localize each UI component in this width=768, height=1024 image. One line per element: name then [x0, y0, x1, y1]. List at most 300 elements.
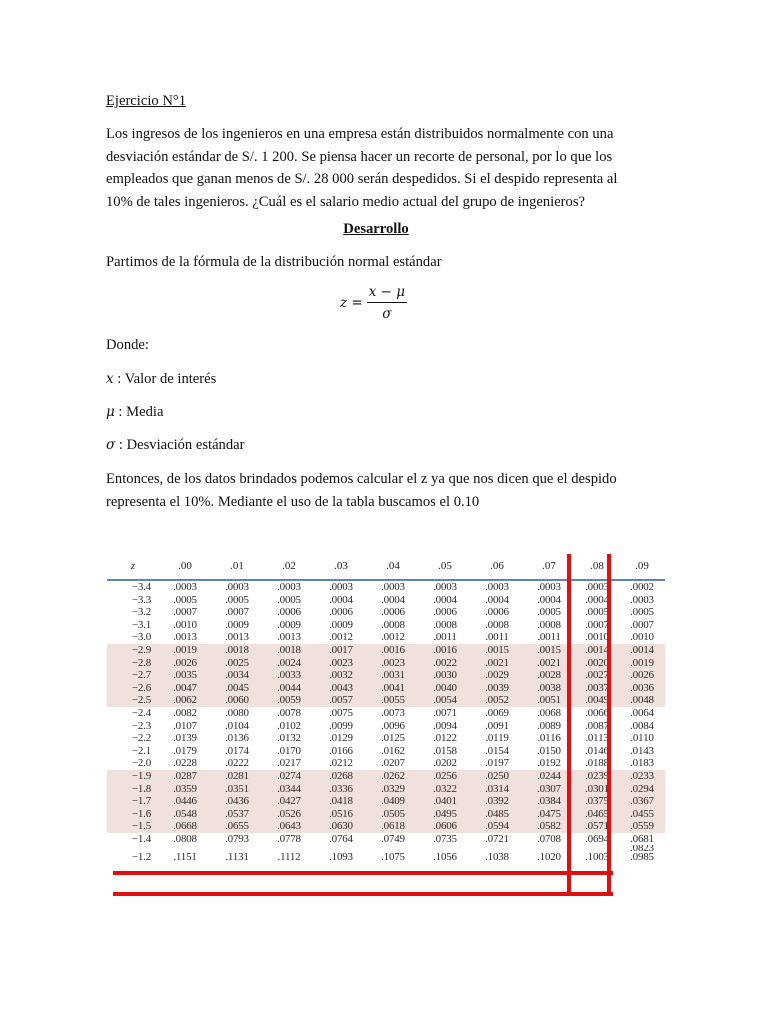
probability-cell: .0014 — [575, 644, 619, 657]
probability-cell: .0027 — [575, 669, 619, 682]
probability-cell: .0170 — [277, 744, 301, 757]
probability-cell: .0174 — [225, 744, 249, 757]
probability-cell: .0051 — [523, 694, 575, 707]
probability-cell: .0228 — [173, 757, 197, 770]
probability-cell: .0446 — [159, 795, 211, 808]
probability-cell: .0125 — [381, 732, 405, 745]
formula-denominator: σ — [382, 306, 392, 322]
probability-cell: .0708 — [537, 832, 561, 845]
probability-cell: .0113 — [585, 732, 609, 745]
probability-cell: .0594 — [471, 820, 523, 833]
probability-cell: .0154 — [485, 744, 509, 757]
probability-cell: .0091 — [485, 719, 509, 732]
z-value-cell: −3.2 — [131, 606, 151, 619]
probability-cell: .0084 — [630, 719, 654, 732]
probability-cell: .0003 — [277, 581, 301, 593]
probability-cell: .0150 — [537, 744, 561, 757]
probability-cell: .0329 — [367, 783, 419, 796]
probability-cell: .0465 — [575, 808, 619, 821]
probability-cell: .0274 — [263, 770, 315, 783]
definition-text: : Media — [114, 404, 164, 420]
table-row — [107, 694, 665, 707]
probability-cell: .0367 — [619, 795, 665, 808]
probability-cell: .0244 — [523, 770, 575, 783]
table-row — [107, 657, 665, 670]
probability-cell: .0384 — [523, 795, 575, 808]
probability-cell: .0217 — [277, 757, 301, 770]
probability-cell: .0048 — [619, 694, 665, 707]
probability-cell: .0179 — [173, 744, 197, 757]
probability-cell: .0793 — [225, 832, 249, 845]
probability-cell: .0069 — [485, 706, 509, 719]
table-row — [107, 619, 665, 632]
z-formula — [340, 282, 407, 324]
probability-cell: .0075 — [329, 706, 353, 719]
table-row — [107, 745, 665, 758]
probability-cell: .0281 — [211, 770, 263, 783]
probability-cell: .0256 — [419, 770, 471, 783]
probability-cell: .0009 — [277, 618, 301, 631]
probability-cell: .0012 — [329, 631, 353, 644]
column-header: .04 — [367, 552, 419, 580]
probability-cell: .0485 — [471, 808, 523, 821]
probability-cell: .0038 — [523, 682, 575, 695]
probability-cell: .0010 — [173, 618, 197, 631]
probability-cell: .0005 — [537, 606, 561, 619]
table-row — [107, 783, 665, 796]
probability-cell: .0057 — [315, 694, 367, 707]
probability-cell: .0012 — [381, 631, 405, 644]
z-value-cell: −2.6 — [107, 682, 159, 695]
probability-cell: .0022 — [419, 657, 471, 670]
probability-cell: .0007 — [630, 618, 654, 631]
probability-cell: .0044 — [263, 682, 315, 695]
probability-cell: .0268 — [315, 770, 367, 783]
probability-cell: .0505 — [367, 808, 419, 821]
probability-cell: .0029 — [471, 669, 523, 682]
definition-symbol: σ — [106, 437, 116, 453]
definition-text: : Valor de interés — [113, 371, 217, 387]
probability-cell: .0212 — [329, 757, 353, 770]
table-row — [107, 682, 665, 695]
probability-cell: .1131 — [225, 851, 249, 864]
probability-cell: .0008 — [433, 618, 457, 631]
probability-cell: .0016 — [367, 644, 419, 657]
probability-cell: .0004 — [381, 593, 405, 606]
definition-text: : Desviación estándar — [115, 437, 245, 453]
section-heading: Desarrollo — [343, 221, 409, 237]
probability-cell: .0375 — [575, 795, 619, 808]
z-value-cell: −2.1 — [131, 744, 151, 757]
probability-cell: .0037 — [575, 682, 619, 695]
probability-cell: .0107 — [173, 719, 197, 732]
probability-cell: .0250 — [471, 770, 523, 783]
probability-cell: .1003 — [585, 851, 609, 864]
table-row — [107, 720, 665, 733]
z-value-cell: −1.4 — [131, 832, 151, 845]
probability-cell: .0778 — [277, 832, 301, 845]
intro-text: Partimos de la fórmula de la distribución normal estándar — [106, 254, 442, 270]
column-header: .08 — [575, 552, 619, 580]
probability-cell: .0003 — [173, 581, 197, 593]
probability-cell: .0009 — [329, 618, 353, 631]
probability-cell: .0073 — [381, 706, 405, 719]
z-value-cell: −1.5 — [107, 820, 159, 833]
probability-cell: .0096 — [381, 719, 405, 732]
probability-cell: .0495 — [419, 808, 471, 821]
probability-cell: .0011 — [433, 631, 457, 644]
probability-cell: .0045 — [211, 682, 263, 695]
probability-cell: .0004 — [537, 593, 561, 606]
probability-cell: .0003 — [329, 581, 353, 593]
formula-numerator: x − μ — [367, 284, 407, 303]
probability-cell: .0082 — [173, 706, 197, 719]
probability-cell: .0427 — [263, 795, 315, 808]
probability-cell: .0764 — [329, 832, 353, 845]
z-value-cell: −2.2 — [131, 732, 151, 745]
probability-cell: .0003 — [485, 581, 509, 593]
z-value-cell: −3.4 — [131, 581, 151, 593]
probability-cell: .0222 — [225, 757, 249, 770]
probability-cell: .0011 — [485, 631, 509, 644]
probability-cell: .0721 — [485, 832, 509, 845]
probability-cell: .0344 — [263, 783, 315, 796]
probability-cell: .1093 — [329, 851, 353, 864]
probability-cell: .0006 — [329, 606, 353, 619]
probability-cell: .0314 — [471, 783, 523, 796]
probability-cell: .0006 — [277, 606, 301, 619]
table-row — [107, 732, 665, 745]
probability-cell: .0359 — [159, 783, 211, 796]
probability-cell: .0526 — [263, 808, 315, 821]
probability-cell: .0166 — [329, 744, 353, 757]
probability-cell: .0202 — [433, 757, 457, 770]
column-header: .09 — [619, 552, 665, 580]
probability-cell: .0110 — [630, 732, 654, 745]
probability-cell: .0207 — [381, 757, 405, 770]
probability-cell: .0036 — [619, 682, 665, 695]
z-value-cell: −2.4 — [131, 706, 151, 719]
probability-cell: .0606 — [419, 820, 471, 833]
column-header: .02 — [263, 552, 315, 580]
probability-cell: .0681 — [630, 832, 654, 845]
probability-cell: .0013 — [277, 631, 301, 644]
probability-cell: .0104 — [225, 719, 249, 732]
probability-cell: .0002 — [630, 581, 654, 593]
probability-cell: .0023 — [315, 657, 367, 670]
probability-cell: .0008 — [537, 618, 561, 631]
probability-cell: .0548 — [159, 808, 211, 821]
probability-cell: .0116 — [537, 732, 561, 745]
probability-cell: .0034 — [211, 669, 263, 682]
probability-cell: .0516 — [315, 808, 367, 821]
probability-cell: .0005 — [585, 606, 609, 619]
table-row — [107, 631, 665, 644]
probability-cell: .0011 — [537, 631, 561, 644]
probability-cell: .0122 — [433, 732, 457, 745]
column-header: .00 — [159, 552, 211, 580]
z-table-header-row — [107, 552, 665, 580]
definition-sigma — [106, 434, 646, 457]
probability-cell: .0031 — [367, 669, 419, 682]
probability-cell: .0068 — [537, 706, 561, 719]
probability-cell: .0007 — [225, 606, 249, 619]
definition-mu — [106, 401, 646, 424]
probability-cell: .0023 — [367, 657, 419, 670]
probability-cell: .0010 — [630, 631, 654, 644]
probability-cell: .0322 — [419, 783, 471, 796]
probability-cell: .0064 — [630, 706, 654, 719]
z-column-header: z — [107, 552, 159, 580]
probability-cell: .0233 — [619, 770, 665, 783]
probability-cell: .0026 — [159, 657, 211, 670]
probability-cell: .0262 — [367, 770, 419, 783]
probability-cell: .0192 — [537, 757, 561, 770]
probability-cell: .0004 — [585, 593, 609, 606]
probability-cell: .0087 — [585, 719, 609, 732]
probability-cell: .0139 — [173, 732, 197, 745]
probability-cell: .0146 — [585, 744, 609, 757]
probability-cell: .0003 — [630, 593, 654, 606]
probability-cell: .0336 — [315, 783, 367, 796]
probability-cell: .0136 — [225, 732, 249, 745]
probability-cell: .0005 — [173, 593, 197, 606]
probability-cell: .0078 — [277, 706, 301, 719]
probability-cell: .0009 — [225, 618, 249, 631]
z-value-cell: −2.7 — [107, 669, 159, 682]
z-value-cell: −2.9 — [107, 644, 159, 657]
probability-cell: .0071 — [433, 706, 457, 719]
probability-cell: .0102 — [277, 719, 301, 732]
probability-cell: .0028 — [523, 669, 575, 682]
z-value-cell: −1.6 — [107, 808, 159, 821]
formula-lhs: z = — [340, 295, 363, 311]
table-row — [107, 757, 665, 770]
probability-cell: .0024 — [263, 657, 315, 670]
column-header: .06 — [471, 552, 523, 580]
probability-cell: .0455 — [619, 808, 665, 821]
table-row — [107, 594, 665, 607]
probability-cell: .0047 — [159, 682, 211, 695]
probability-cell: .0015 — [523, 644, 575, 657]
probability-cell: .0418 — [315, 795, 367, 808]
table-row — [107, 606, 665, 619]
probability-cell: .0749 — [381, 832, 405, 845]
probability-cell: .0018 — [211, 644, 263, 657]
z-value-cell: −2.0 — [131, 757, 151, 770]
conclusion-text: Entonces, de los datos brindados podemos calcular el z ya que nos dicen que el despido representa el 10%. Mediante el uso de la tabla buscamos el 0.10 — [106, 471, 617, 510]
table-row — [107, 833, 665, 846]
probability-cell: .1020 — [537, 851, 561, 864]
probability-cell: .0582 — [523, 820, 575, 833]
z-value-cell: −3.0 — [131, 631, 151, 644]
probability-cell: .0005 — [630, 606, 654, 619]
probability-cell: .0119 — [485, 732, 509, 745]
exercise-title: Ejercicio N°1 — [106, 93, 186, 109]
definition-x — [106, 368, 646, 391]
probability-cell: .0054 — [419, 694, 471, 707]
table-row — [107, 580, 665, 594]
probability-cell: .0035 — [159, 669, 211, 682]
probability-cell: .0183 — [630, 757, 654, 770]
probability-cell: .0003 — [537, 581, 561, 593]
probability-cell: .0004 — [433, 593, 457, 606]
probability-cell: .0062 — [159, 694, 211, 707]
probability-cell: .0040 — [419, 682, 471, 695]
table-row — [107, 770, 665, 783]
z-value-cell: −1.2 — [131, 851, 151, 864]
definition-symbol: μ — [106, 404, 115, 420]
probability-cell: .0143 — [630, 744, 654, 757]
probability-cell: .0003 — [225, 581, 249, 593]
probability-cell: .0021 — [471, 657, 523, 670]
probability-cell: .1038 — [485, 851, 509, 864]
probability-cell: .0006 — [381, 606, 405, 619]
probability-cell: .0475 — [523, 808, 575, 821]
z-table — [107, 552, 665, 864]
z-value-cell: −1.8 — [107, 783, 159, 796]
problem-statement: Los ingresos de los ingenieros en una empresa están distribuidos normalmente con una desviación estándar de S/. 1 200. Se piensa hacer un recorte de personal, por lo que los empleados que ganan menos de S/. 28 000 serán despedidos. Si el despido representa al 10% de tales ingenieros. ¿Cuál es el salario medio actual del grupo de ingenieros? — [106, 126, 618, 210]
probability-cell: .0003 — [585, 581, 609, 593]
probability-cell: .0018 — [263, 644, 315, 657]
probability-cell: .0017 — [315, 644, 367, 657]
column-header: .01 — [211, 552, 263, 580]
probability-cell: .0132 — [277, 732, 301, 745]
probability-cell: .0694 — [585, 832, 609, 845]
probability-cell: .0055 — [367, 694, 419, 707]
probability-cell: .0025 — [211, 657, 263, 670]
probability-cell: .0655 — [211, 820, 263, 833]
probability-cell: .0016 — [419, 644, 471, 657]
z-value-cell: −3.1 — [131, 618, 151, 631]
probability-cell: .0007 — [173, 606, 197, 619]
probability-cell: .0630 — [315, 820, 367, 833]
table-row — [107, 808, 665, 821]
probability-cell: .0026 — [619, 669, 665, 682]
z-value-cell: −3.3 — [131, 593, 151, 606]
z-value-cell: −2.8 — [107, 657, 159, 670]
probability-cell: .0008 — [381, 618, 405, 631]
probability-cell: .0004 — [329, 593, 353, 606]
probability-cell: .0808 — [173, 832, 197, 845]
probability-cell: .0008 — [485, 618, 509, 631]
probability-cell: .0158 — [433, 744, 457, 757]
probability-cell: .0015 — [471, 644, 523, 657]
column-header: .07 — [523, 552, 575, 580]
probability-cell: .0020 — [575, 657, 619, 670]
column-header: .03 — [315, 552, 367, 580]
table-row — [107, 795, 665, 808]
column-header: .05 — [419, 552, 471, 580]
table-row — [107, 644, 665, 657]
formula-fraction — [367, 284, 407, 322]
z-table-image — [107, 552, 665, 897]
probability-cell: .0162 — [381, 744, 405, 757]
probability-cell: .0239 — [575, 770, 619, 783]
probability-cell: .0066 — [585, 706, 609, 719]
probability-cell: .0089 — [537, 719, 561, 732]
probability-cell: .0060 — [211, 694, 263, 707]
probability-cell: .0039 — [471, 682, 523, 695]
probability-cell: .0571 — [575, 820, 619, 833]
probability-cell: .0019 — [159, 644, 211, 657]
probability-cell: .0392 — [471, 795, 523, 808]
probability-cell: .0032 — [315, 669, 367, 682]
table-row — [107, 707, 665, 720]
probability-cell: .0080 — [225, 706, 249, 719]
z-table-body — [107, 580, 665, 864]
z-value-cell: −1.9 — [107, 770, 159, 783]
table-row — [107, 669, 665, 682]
probability-cell: .0129 — [329, 732, 353, 745]
table-row — [107, 851, 665, 864]
table-row — [107, 820, 665, 833]
probability-cell: .0033 — [263, 669, 315, 682]
probability-cell: .0049 — [575, 694, 619, 707]
probability-cell: .0537 — [211, 808, 263, 821]
probability-cell: .0985 — [630, 851, 654, 864]
probability-cell: .0041 — [367, 682, 419, 695]
probability-cell: .0287 — [159, 770, 211, 783]
z-value-cell: −1.7 — [107, 795, 159, 808]
probability-cell: .0188 — [585, 757, 609, 770]
probability-cell: .0010 — [585, 631, 609, 644]
probability-cell: .0019 — [619, 657, 665, 670]
probability-cell: .0294 — [619, 783, 665, 796]
probability-cell: .0005 — [277, 593, 301, 606]
probability-cell: .0030 — [419, 669, 471, 682]
probability-cell: .1075 — [381, 851, 405, 864]
probability-cell: .0006 — [433, 606, 457, 619]
probability-cell: .1056 — [433, 851, 457, 864]
probability-cell: .0014 — [619, 644, 665, 657]
probability-cell: .0003 — [433, 581, 457, 593]
definition-symbol: x — [106, 371, 114, 387]
probability-cell: .0559 — [619, 820, 665, 833]
probability-cell: .0436 — [211, 795, 263, 808]
z-value-cell: −2.3 — [131, 719, 151, 732]
probability-cell: .0005 — [225, 593, 249, 606]
probability-cell: .0351 — [211, 783, 263, 796]
probability-cell: .0094 — [433, 719, 457, 732]
z-value-cell: −2.5 — [107, 694, 159, 707]
probability-cell: .1112 — [277, 851, 301, 864]
probability-cell: .0013 — [225, 631, 249, 644]
probability-cell: .1151 — [173, 851, 197, 864]
probability-cell: .0735 — [433, 832, 457, 845]
probability-cell: .0013 — [173, 631, 197, 644]
probability-cell: .0003 — [381, 581, 405, 593]
probability-cell: .0004 — [485, 593, 509, 606]
probability-cell: .0401 — [419, 795, 471, 808]
probability-cell: .0043 — [315, 682, 367, 695]
probability-cell: .0021 — [523, 657, 575, 670]
probability-cell: .0618 — [367, 820, 419, 833]
probability-cell: .0301 — [575, 783, 619, 796]
probability-cell: .0307 — [523, 783, 575, 796]
probability-cell: .0409 — [367, 795, 419, 808]
where-label: Donde: — [106, 337, 149, 353]
probability-cell: .0059 — [263, 694, 315, 707]
probability-cell: .0823 — [630, 845, 654, 852]
probability-cell: .0668 — [159, 820, 211, 833]
probability-cell: .0007 — [585, 618, 609, 631]
probability-cell: .0643 — [263, 820, 315, 833]
probability-cell: .0006 — [485, 606, 509, 619]
probability-cell: .0197 — [485, 757, 509, 770]
probability-cell: .0099 — [329, 719, 353, 732]
probability-cell: .0052 — [471, 694, 523, 707]
